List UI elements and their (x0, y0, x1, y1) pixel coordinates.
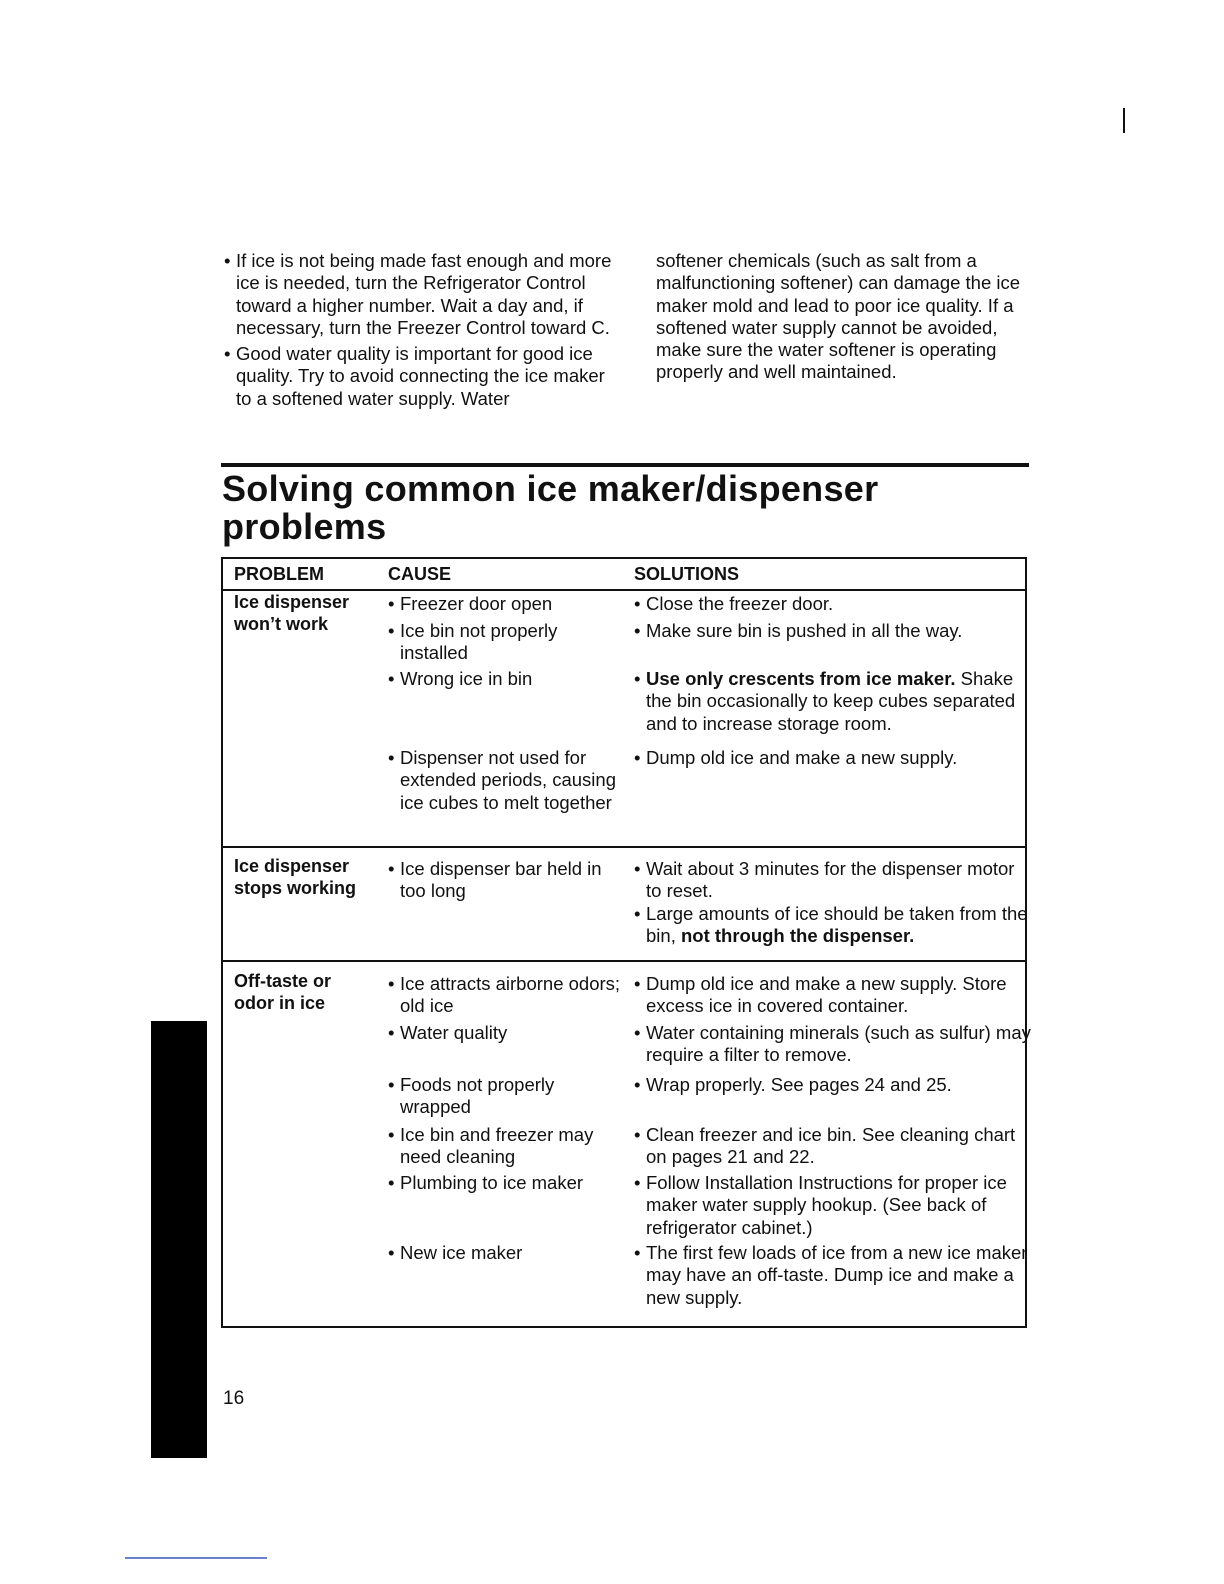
bottom-edge-line (125, 1557, 267, 1559)
solution-item (634, 903, 1031, 948)
cause-item: • Ice bin and freezer may need cleaning (388, 1124, 625, 1169)
margin-mark (1123, 108, 1125, 133)
cause-item: • Dispenser not used for extended periods, causing ice cubes to melt together (388, 747, 625, 814)
section-tab-marker (151, 1021, 207, 1458)
cause-item: • Ice bin not properly installed (388, 620, 625, 665)
cause-item: • Plumbing to ice maker (388, 1172, 625, 1194)
intro-bullet: • If ice is not being made fast enough and more ice is needed, turn the Refrigerator Control toward a higher number. Wait a day and, if necessary, turn the Freezer Control toward C. (224, 250, 614, 339)
solution-item (634, 668, 1031, 735)
troubleshooting-table (221, 557, 1031, 1328)
cause-item: • Wrong ice in bin (388, 668, 625, 690)
solution-item: • Wrap properly. See pages 24 and 25. (634, 1074, 1031, 1096)
solution-item: • Make sure bin is pushed in all the way. (634, 620, 1031, 642)
header-solutions: SOLUTIONS (634, 564, 740, 584)
problem-label: Ice dispenser stops working (234, 856, 357, 898)
solution-item: • Dump old ice and make a new supply. (634, 747, 1031, 769)
intro-right-column: softener chemicals (such as salt from a malfunctioning softener) can damage the ice maker mold and lead to poor ice quality. If a softened water supply cannot be avoided, make sure the water softener is operating properly and well maintained. (656, 250, 1021, 383)
solution-item: • Clean freezer and ice bin. See cleaning chart on pages 21 and 22. (634, 1124, 1031, 1169)
intro-bullet: • Good water quality is important for good ice quality. Try to avoid connecting the ice maker to a softened water supply. Water (224, 343, 614, 410)
row-divider (223, 846, 1025, 848)
section-title-line: problems (222, 506, 387, 547)
solution-item: • The first few loads of ice from a new ice maker may have an off-taste. Dump ice and make a new supply. (634, 1242, 1031, 1309)
header-problem: PROBLEM (234, 564, 324, 584)
section-rule (221, 463, 1029, 467)
header-cause: CAUSE (388, 564, 452, 584)
solution-item: • Water containing minerals (such as sulfur) may require a filter to remove. (634, 1022, 1031, 1067)
section-title-line: Solving common ice maker/dispenser (222, 468, 879, 509)
solution-item: • Follow Installation Instructions for proper ice maker water supply hookup. (See back of refrigerator cabinet.) (634, 1172, 1031, 1239)
cause-item: • Foods not properly wrapped (388, 1074, 625, 1119)
page-number: 16 (223, 1388, 245, 1409)
solution-emphasis: not through the dispenser. (680, 925, 915, 947)
cause-item: • Freezer door open (388, 593, 625, 615)
cause-item: • New ice maker (388, 1242, 625, 1264)
table-header-row (223, 559, 1025, 591)
intro-left-column (224, 250, 614, 414)
solution-text: Shake the bin occasionally to keep cubes separated and to increase storage room. (646, 668, 1016, 734)
cause-item: • Ice attracts airborne odors; old ice (388, 973, 625, 1018)
solution-item: • Close the freezer door. (634, 593, 1031, 615)
solution-item: • Dump old ice and make a new supply. Store excess ice in covered container. (634, 973, 1031, 1018)
cause-item: • Water quality (388, 1022, 625, 1044)
solution-emphasis: Use only crescents from ice maker. (646, 668, 956, 689)
problem-label: Ice dispenser won’t work (234, 592, 350, 634)
problem-label: Off-taste or odor in ice (234, 971, 332, 1013)
row-divider (223, 960, 1025, 962)
cause-item: • Ice dispenser bar held in too long (388, 858, 625, 903)
solution-item: • Wait about 3 minutes for the dispenser motor to reset. (634, 858, 1031, 903)
section-title (222, 470, 1042, 546)
solution-text: Large amounts of ice should be taken from the bin, (646, 903, 1028, 947)
